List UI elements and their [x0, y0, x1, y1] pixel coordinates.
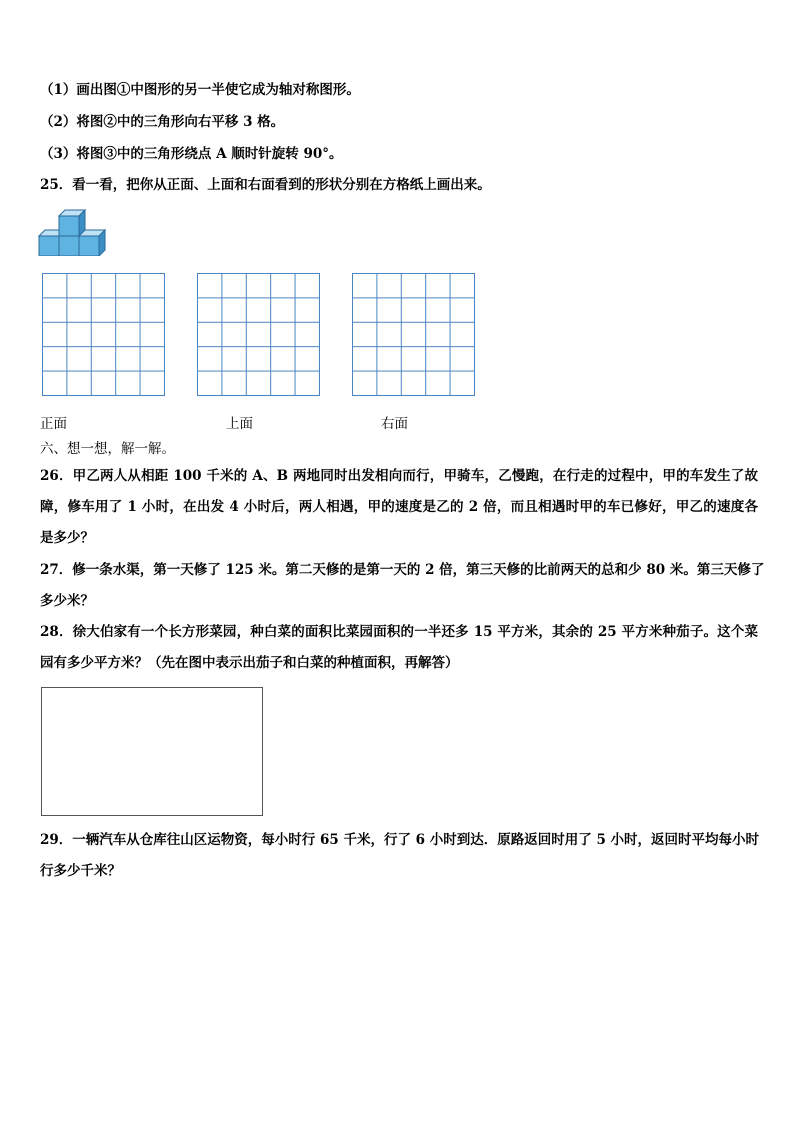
q25-text: 25．看一看，把你从正面、上面和右面看到的形状分别在方格纸上画出来。: [40, 177, 491, 193]
q24-part-3: （3）将图③中的三角形绕点 A 顺时针旋转 90°。: [40, 146, 343, 162]
q24-part-1: （1）画出图①中图形的另一半使它成为轴对称图形。: [40, 82, 360, 98]
right-view-label: 右面: [381, 416, 408, 432]
section-6-heading: 六、想一想，解一解。: [40, 441, 175, 457]
q28-line-2: 园有多少平方米？（先在图中表示出茄子和白菜的种植面积，再解答）: [40, 655, 459, 671]
top-view-label: 上面: [226, 416, 253, 432]
front-view-grid[interactable]: [42, 273, 165, 396]
right-view-grid[interactable]: [352, 273, 475, 396]
q28-line-1: 28．徐大伯家有一个长方形菜园，种白菜的面积比菜园面积的一半还多 15 平方米，其余的 25 平方米种茄子。这个菜: [40, 624, 758, 640]
q26-line-2: 障，修车用了 1 小时，在出发 4 小时后，两人相遇，甲的速度是乙的 2 倍，而且相遇时甲的车已修好，甲乙的速度各: [40, 499, 758, 515]
q27-line-1: 27．修一条水渠，第一天修了 125 米。第二天修的是第一天的 2 倍，第三天修的比前两天的总和少 80 米。第三天修了: [40, 562, 765, 578]
garden-rectangle[interactable]: [41, 687, 263, 816]
q26-line-1: 26．甲乙两人从相距 100 千米的 A、B 两地同时出发相向而行，甲骑车，乙慢跑，在行走的过程中，甲的车发生了故: [40, 468, 758, 484]
q26-line-3: 是多少？: [40, 530, 94, 546]
q29-line-1: 29．一辆汽车从仓库往山区运物资，每小时行 65 千米，行了 6 小时到达．原路返回时用了 5 小时，返回时平均每小时: [40, 832, 760, 848]
q27-line-2: 多少米？: [40, 593, 94, 609]
front-view-label: 正面: [40, 416, 67, 432]
cube-figure: [38, 208, 106, 256]
q24-part-2: （2）将图②中的三角形向右平移 3 格。: [40, 114, 285, 130]
top-view-grid[interactable]: [197, 273, 320, 396]
q29-line-2: 行多少千米？: [40, 863, 121, 879]
